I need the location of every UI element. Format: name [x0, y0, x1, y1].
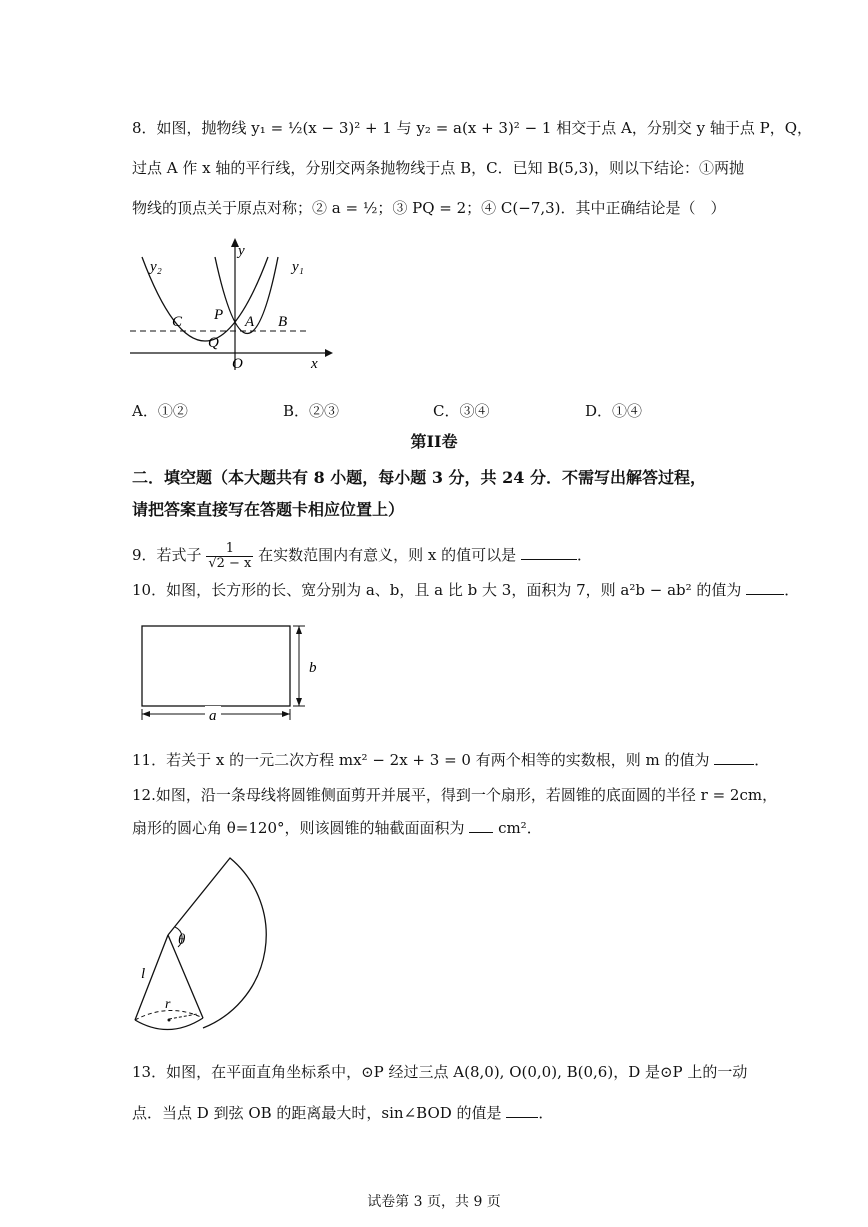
radius-line [169, 1014, 197, 1019]
q8-parabola-graph [120, 235, 340, 375]
label-r: r [165, 997, 171, 1012]
q10-rectangle-figure [135, 620, 325, 725]
q12-line-1: 12.如图，沿一条母线将圆锥侧面剪开并展平，得到一个扇形，若圆锥的底面圆的半径 r = 2cm， [132, 786, 778, 804]
base-center-dot [168, 1019, 171, 1022]
q9-line: 9．若式子 $\frac{1}{√2 - x}$ 在实数范围内有意义，则 x 的值可以是 ． [132, 540, 592, 571]
q12-cone-figure [125, 850, 285, 1040]
q12-text-b: cm²． [498, 819, 542, 837]
label-origin: O [232, 356, 243, 372]
q8-option-b: B．②③ [283, 402, 340, 420]
q9-suffix: 在实数范围内有意义，则 x 的值可以是 [258, 546, 517, 564]
q13-line-1: 13．如图，在平面直角坐标系中，⊙P 经过三点 A(8,0), O(0,0), B(0,6)，D 是⊙P 上的一动 [132, 1063, 748, 1081]
q10-text: 10．如图，长方形的长、宽分别为 a、b，且 a 比 b 大 3，面积为 7，则 a²b − ab² 的值为 [132, 581, 742, 599]
q11-text: 11．若关于 x 的一元二次方程 mx² − 2x + 3 = 0 有两个相等的实数根，则 m 的值为 [132, 751, 710, 769]
label-b: B [278, 314, 288, 330]
label-a: A [245, 314, 255, 330]
arrow-down-icon [296, 698, 302, 706]
arrow-up-icon [296, 626, 302, 634]
label-q: Q [208, 335, 219, 351]
q10-answer-blank [746, 580, 784, 595]
q11-answer-blank [714, 750, 754, 765]
rectangle [142, 626, 290, 706]
label-theta: θ [178, 932, 186, 948]
q8-line-1: 8．如图，抛物线 y₁ = ½(x − 3)² + 1 与 y₂ = a(x + 3)² − 1 相交于点 A，分别交 y 轴于点 P，Q， [132, 119, 812, 137]
label-a: a [209, 708, 217, 724]
q12-line-2 [132, 818, 542, 838]
arrow-right-icon [282, 711, 290, 717]
q8-line-3: 物线的顶点关于原点对称；② a = ½；③ PQ = 2；④ C(−7,3)．其中正确结论是（ ） [132, 199, 726, 217]
q8-option-a: A．①② [132, 402, 188, 420]
arrow-left-icon [142, 711, 150, 717]
label-x: x [311, 356, 318, 372]
section2-line-1: 二．填空题（本大题共有 8 小题，每小题 3 分，共 24 分．不需写出解答过程， [132, 468, 706, 487]
q11-line: 11．若关于 x 的一元二次方程 mx² − 2x + 3 = 0 有两个相等的实数根，则 m 的值为 ． [132, 751, 770, 769]
q13-line-2: 点．当点 D 到弦 OB 的距离最大时，sin∠BOD 的值是 ． [132, 1104, 554, 1122]
q9-frac-den: √2 − x [208, 555, 252, 571]
x-axis-arrow-icon [325, 349, 333, 357]
label-y1: y₁ [292, 259, 304, 275]
q12-text-a: 扇形的圆心角 θ=120°，则该圆锥的轴截面面积为 [132, 819, 465, 837]
q9-frac-num: 1 [206, 542, 253, 557]
cone-slant-left [135, 935, 168, 1020]
q13-answer-blank [506, 1103, 538, 1118]
label-b: b [309, 660, 317, 676]
q13-text: 点．当点 D 到弦 OB 的距离最大时，sin∠BOD 的值是 [132, 1104, 502, 1122]
q8-option-c: C．③④ [433, 402, 490, 420]
page-footer: 试卷第 3 页，共 9 页 [367, 1194, 501, 1210]
section2-line-2: 请把答案直接写在答题卡相应位置上） [132, 500, 405, 519]
q9-fraction [206, 542, 253, 571]
q9-answer-blank [521, 545, 577, 560]
label-p: P [214, 307, 224, 323]
q12-answer-blank [469, 818, 493, 833]
label-y: y [238, 243, 245, 259]
q8-line-2: 过点 A 作 x 轴的平行线，分别交两条抛物线于点 B，C．已知 B(5,3)，则以下结论：①两抛 [132, 159, 744, 177]
label-y2: y₂ [150, 259, 162, 275]
cone-slant-right [168, 935, 203, 1018]
q10-line: 10．如图，长方形的长、宽分别为 a、b，且 a 比 b 大 3，面积为 7，则 a²b − ab² 的值为 ． [132, 581, 800, 599]
label-l: l [141, 966, 146, 982]
q8-option-d: D．①④ [585, 402, 643, 420]
q9-prefix: 9．若式子 [132, 546, 202, 564]
label-c: C [172, 314, 183, 330]
section-title: 第II卷 [410, 432, 458, 451]
